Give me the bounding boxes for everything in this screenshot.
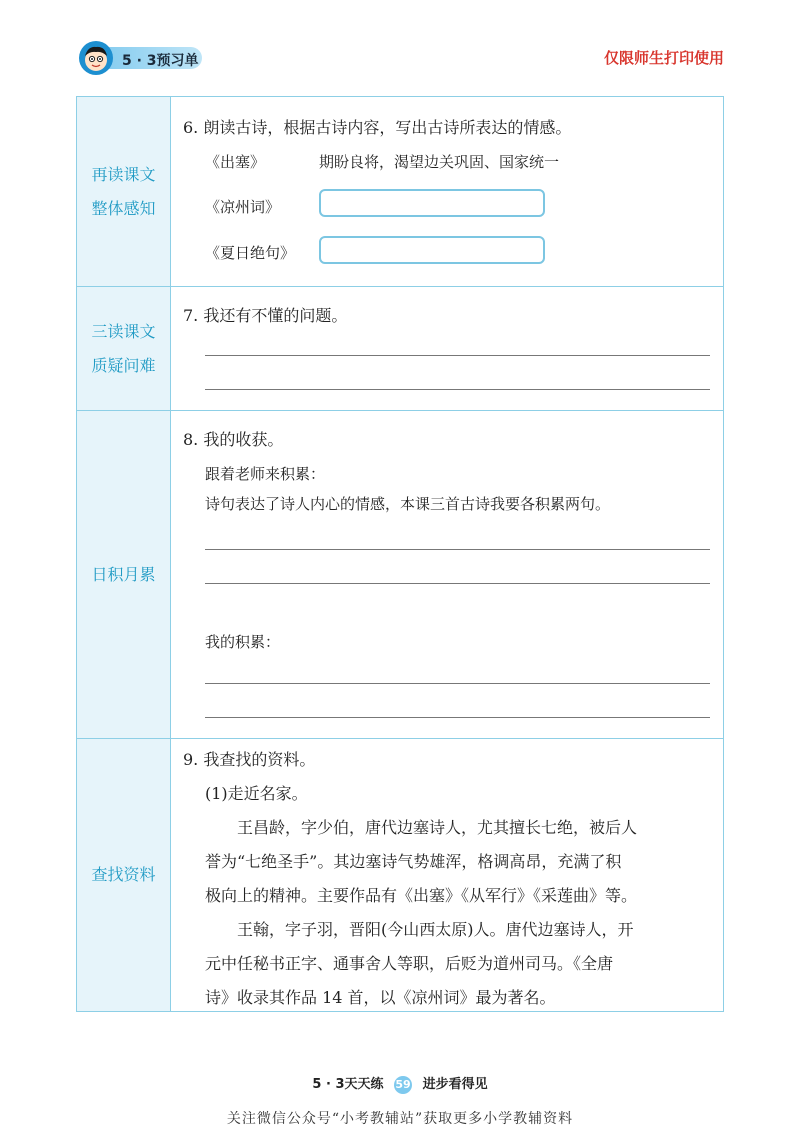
bio-text: 极向上的精神。主要作品有《出塞》《从军行》《采莲曲》等。 bbox=[205, 886, 638, 905]
answer-line[interactable] bbox=[205, 683, 710, 684]
label-line: 质疑问难 bbox=[91, 355, 156, 375]
section-daily bbox=[77, 411, 723, 739]
worksheet-table bbox=[76, 96, 724, 1012]
bio-text: 王昌龄，字少伯，唐代边塞诗人，尤其擅长七绝，被后人 bbox=[237, 818, 638, 837]
poem-title-chusai: 《出塞》 bbox=[205, 153, 266, 171]
footer-left: 5 · 3天天练 bbox=[312, 1077, 384, 1092]
section-reread bbox=[77, 97, 723, 287]
bio-text: 誉为“七绝圣手”。其边塞诗气势雄浑，格调高昂，充满了积 bbox=[205, 852, 622, 871]
page-number: 59 bbox=[394, 1076, 412, 1094]
bio-text: 元中任秘书正字、通事舍人等职，后贬为道州司马。《全唐 bbox=[205, 954, 614, 973]
bio-text: 诗》收录其作品 14 首，以《凉州词》最为著名。 bbox=[205, 988, 556, 1007]
header-badge bbox=[78, 40, 202, 76]
bottom-note: 关注微信公众号“小考教辅站”获取更多小学教辅资料 bbox=[226, 1111, 574, 1127]
answer-line[interactable] bbox=[205, 389, 710, 390]
answer-line[interactable] bbox=[205, 583, 710, 584]
answer-box-liangzhouci[interactable] bbox=[319, 189, 545, 217]
accumulate-instruction: 跟着老师来积累： bbox=[205, 465, 326, 483]
label-line: 再读课文 bbox=[91, 164, 156, 184]
label-line: 整体感知 bbox=[91, 198, 156, 218]
question-8: 8. 我的收获。 bbox=[183, 430, 284, 449]
section-content bbox=[171, 739, 723, 1011]
section-research bbox=[77, 739, 723, 1011]
mascot-icon bbox=[78, 40, 114, 76]
question-6: 6. 朗读古诗，根据古诗内容，写出古诗所表达的情感。 bbox=[183, 118, 572, 137]
label-line: 三读课文 bbox=[91, 321, 156, 341]
poem-emotion-chusai: 期盼良将，渴望边关巩固、国家统一 bbox=[319, 153, 560, 171]
label-line: 查找资料 bbox=[91, 865, 156, 884]
answer-line[interactable] bbox=[205, 355, 710, 356]
answer-box-xiarijueju[interactable] bbox=[319, 236, 545, 264]
footer bbox=[0, 1073, 800, 1094]
answer-line[interactable] bbox=[205, 549, 710, 550]
my-accumulation-label: 我的积累： bbox=[205, 633, 281, 651]
question-7: 7. 我还有不懂的问题。 bbox=[183, 306, 348, 325]
accumulate-prompt: 诗句表达了诗人内心的情感，本课三首古诗我要各积累两句。 bbox=[205, 495, 611, 513]
section-label bbox=[77, 739, 171, 1011]
answer-line[interactable] bbox=[205, 717, 710, 718]
footer-right: 进步看得见 bbox=[422, 1077, 488, 1092]
sub-heading: (1)走近名家。 bbox=[205, 784, 308, 803]
section-content bbox=[171, 97, 723, 286]
section-content bbox=[171, 287, 723, 410]
print-note: 仅限师生打印使用 bbox=[603, 49, 724, 67]
bio-text: 王翰，字子羽，晋阳(今山西太原)人。唐代边塞诗人，开 bbox=[237, 920, 634, 939]
poem-title-liangzhouci: 《凉州词》 bbox=[205, 198, 281, 216]
label-line: 日积月累 bbox=[91, 564, 156, 584]
section-label bbox=[77, 411, 171, 738]
poem-title-xiarijueju: 《夏日绝句》 bbox=[205, 244, 296, 262]
badge-title: 5 · 3预习单 bbox=[122, 53, 199, 69]
section-third-read bbox=[77, 287, 723, 411]
question-9: 9. 我查找的资料。 bbox=[183, 750, 316, 769]
section-content bbox=[171, 411, 723, 738]
section-label bbox=[77, 287, 171, 410]
section-label bbox=[77, 97, 171, 286]
